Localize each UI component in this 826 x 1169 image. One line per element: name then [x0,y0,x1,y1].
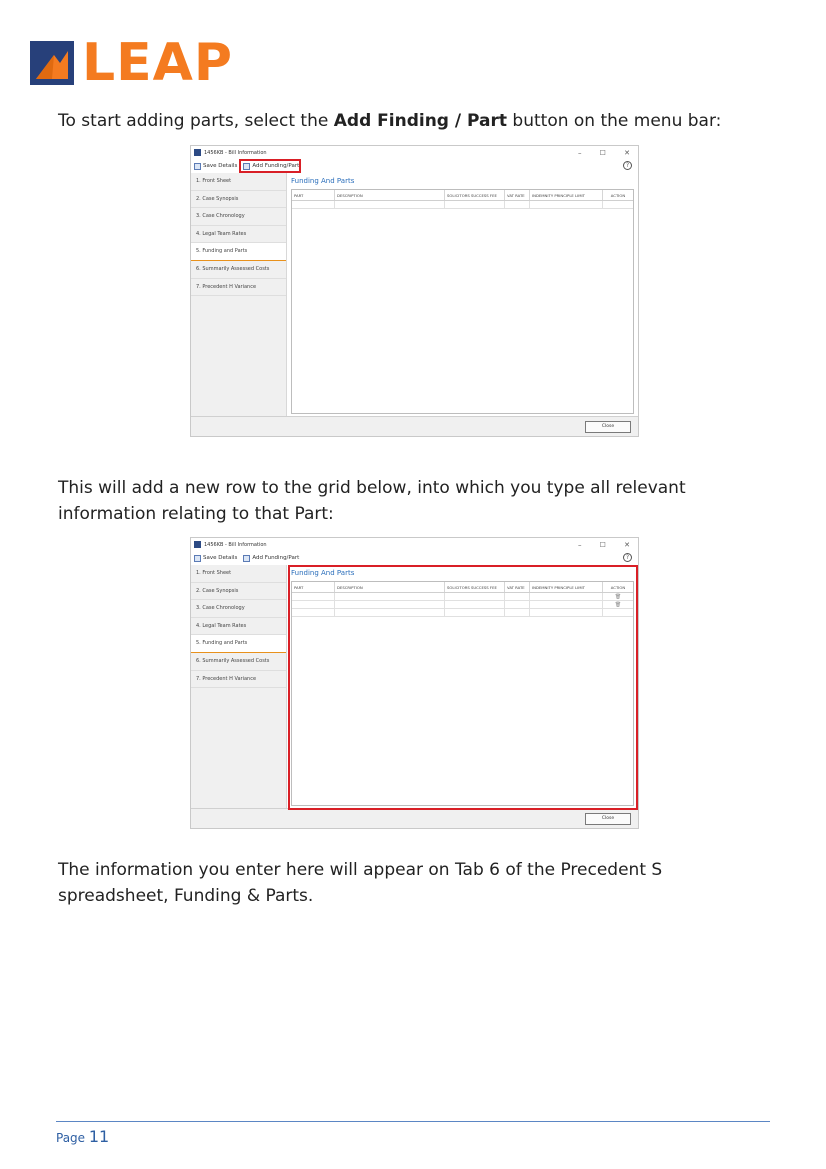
funding-parts-grid[interactable] [291,189,634,414]
window-title: 1456KB - Bill Information [204,541,267,548]
save-icon [194,555,201,562]
add-funding-part-button[interactable]: Add Funding/Part [243,163,299,170]
toolbar [191,551,638,565]
delete-icon[interactable]: 🗑 [614,594,622,600]
app-icon [194,541,201,548]
column-action: ACTION [610,585,626,590]
column-success-fee: SOLICITORS SUCCESS FEE [445,190,505,200]
closing-paragraph: The information you enter here will appear on Tab 6 of the Precedent S spreadsheet, Funding & Parts. [58,860,663,906]
help-icon[interactable]: ? [623,553,632,562]
grid-header [292,190,633,201]
sidebar-item-front-sheet[interactable]: 1. Front Sheet [191,173,286,191]
close-icon[interactable]: ✕ [624,540,630,549]
logo-wordmark: LEAP [82,33,234,93]
section-title: Funding And Parts [291,569,355,577]
sidebar-item-legal-team-rates[interactable]: 4. Legal Team Rates [191,226,286,244]
page-number: 11 [88,1127,110,1146]
sidebar-item-precedent-h-variance[interactable]: 7. Precedent H Variance [191,671,286,689]
middle-paragraph: This will add a new row to the grid below, into which you type all relevant information relating to that Part: [58,478,686,524]
section-title: Funding And Parts [291,177,355,185]
app-icon [194,149,201,156]
window-footer [191,808,638,828]
sidebar-item-case-chronology[interactable]: 3. Case Chronology [191,208,286,226]
grid-highlight [288,565,638,810]
add-row-icon [243,555,250,562]
add-finding-part-emphasis: Add Finding / Part [333,111,508,131]
column-action: ACTION [610,193,626,198]
maximize-icon[interactable]: ☐ [599,540,606,549]
footer-divider [56,1121,770,1122]
add-funding-part-button[interactable]: Add Funding/Part [243,555,299,562]
leap-logo-icon [30,41,74,85]
sidebar-item-funding-and-parts[interactable]: 5. Funding and Parts [191,243,286,261]
close-icon[interactable]: ✕ [624,148,630,157]
window-title: 1456KB - Bill Information [204,149,267,156]
sidebar [191,565,287,823]
close-button[interactable]: Close [585,421,631,433]
sidebar-item-summarily-assessed-costs[interactable]: 6. Summarily Assessed Costs [191,653,286,671]
page-footer: Page 11 [56,1127,110,1146]
sidebar-item-precedent-h-variance[interactable]: 7. Precedent H Variance [191,279,286,297]
bill-information-window-1 [190,145,639,437]
sidebar-item-front-sheet[interactable]: 1. Front Sheet [191,565,286,583]
save-details-button[interactable]: Save Details [194,555,237,562]
sidebar [191,173,287,431]
column-indemnity-limit: INDEMNITY PRINCIPLE LIMIT [530,582,603,592]
column-description: DESCRIPTION [335,190,445,200]
window-titlebar [191,146,638,159]
sidebar-item-case-synopsis[interactable]: 2. Case Synopsis [191,583,286,601]
close-button[interactable]: Close [585,813,631,825]
save-details-button[interactable]: Save Details [194,163,237,170]
column-description: DESCRIPTION [335,582,445,592]
delete-icon[interactable]: 🗑 [614,602,622,608]
window-titlebar [191,538,638,551]
window-footer [191,416,638,436]
leap-logo [30,33,234,93]
toolbar [191,159,638,173]
table-row[interactable] [292,201,633,209]
sidebar-item-legal-team-rates[interactable]: 4. Legal Team Rates [191,618,286,636]
intro-paragraph: To start adding parts, select the Add Finding / Part button on the menu bar: [58,111,722,131]
sidebar-item-summarily-assessed-costs[interactable]: 6. Summarily Assessed Costs [191,261,286,279]
save-icon [194,163,201,170]
sidebar-item-case-synopsis[interactable]: 2. Case Synopsis [191,191,286,209]
add-button-highlight [239,159,301,173]
column-indemnity-limit: INDEMNITY PRINCIPLE LIMIT [530,190,603,200]
column-part: PART [292,190,335,200]
minimize-icon[interactable]: – [578,540,582,549]
sidebar-item-funding-and-parts[interactable]: 5. Funding and Parts [191,635,286,653]
help-icon[interactable]: ? [623,161,632,170]
column-vat-rate: VAT RATE [505,582,530,592]
column-part: PART [292,582,335,592]
sidebar-item-case-chronology[interactable]: 3. Case Chronology [191,600,286,618]
column-success-fee: SOLICITORS SUCCESS FEE [445,582,505,592]
column-vat-rate: VAT RATE [505,190,530,200]
minimize-icon[interactable]: – [578,148,582,157]
maximize-icon[interactable]: ☐ [599,148,606,157]
